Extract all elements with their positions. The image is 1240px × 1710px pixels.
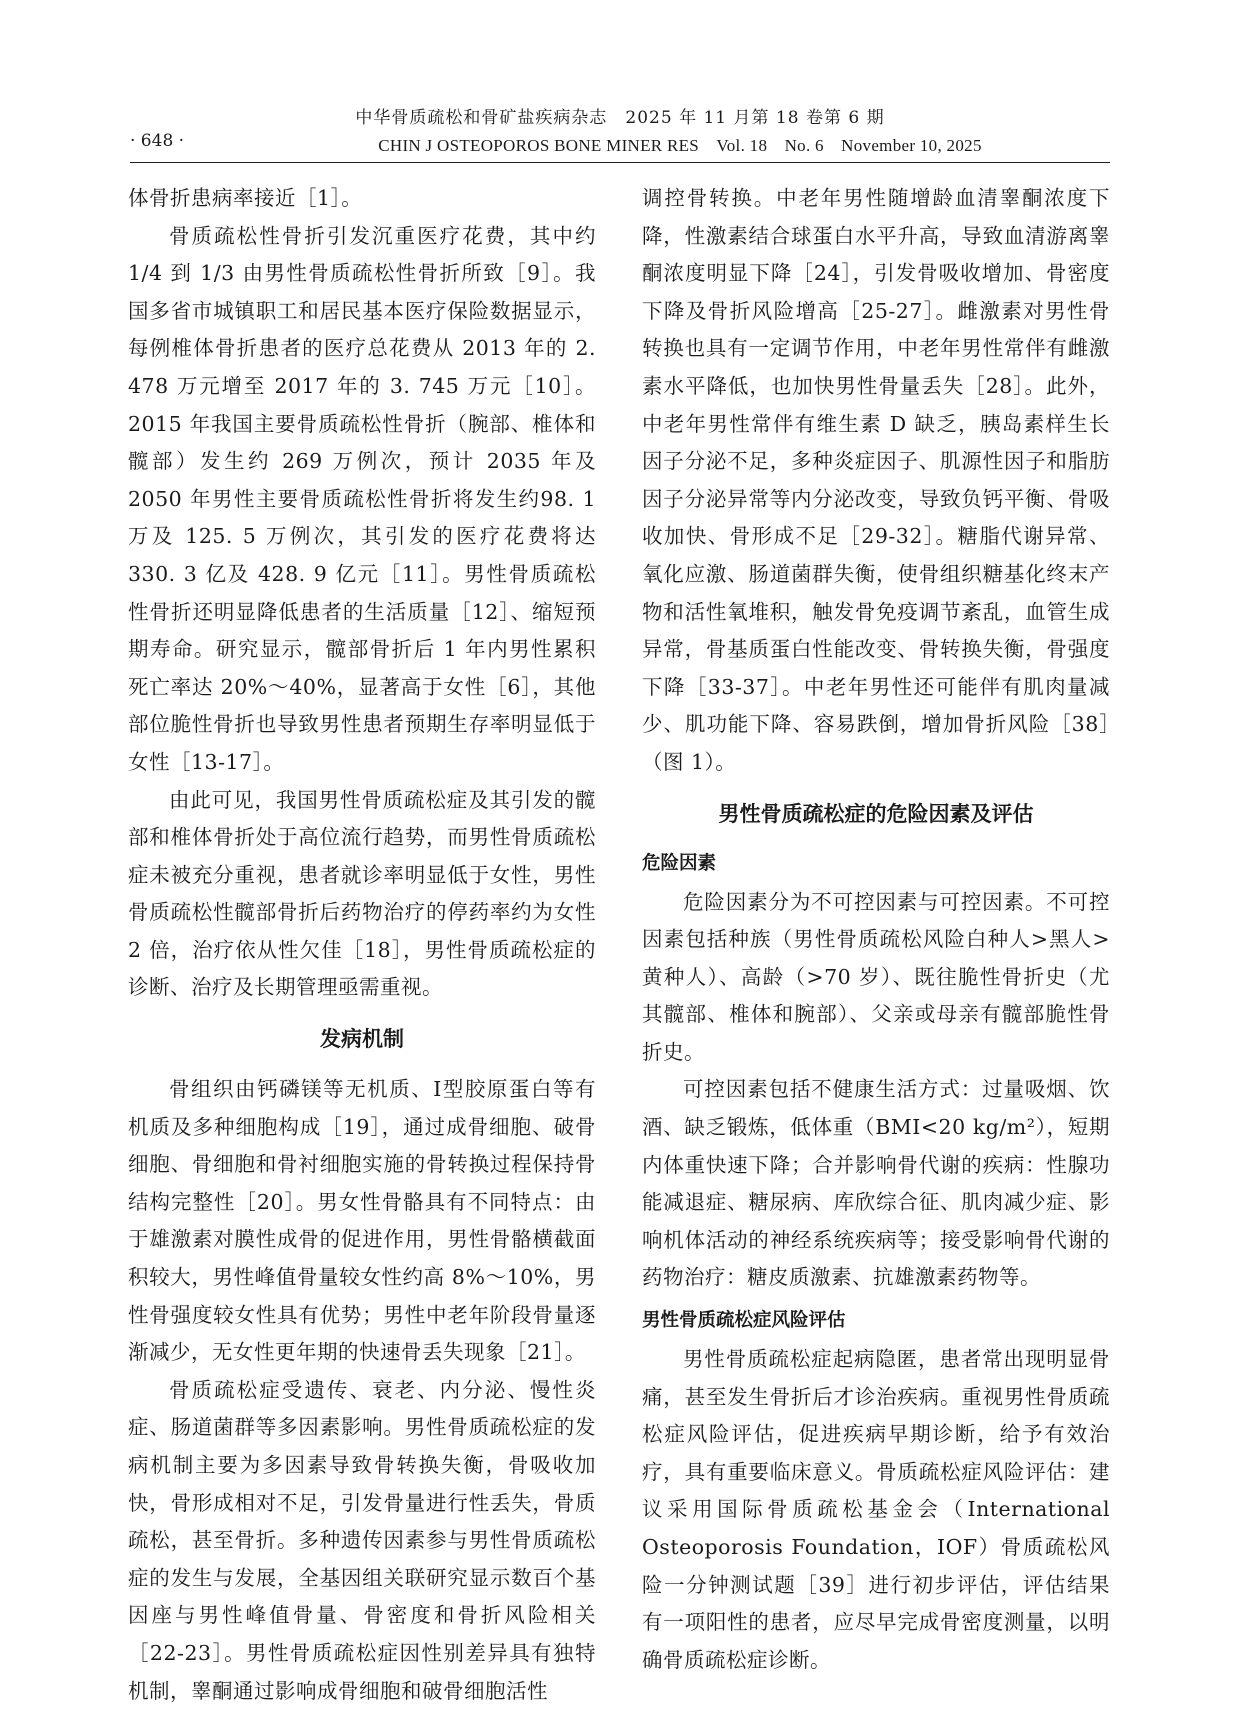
paragraph: 调控骨转换。中老年男性随增龄血清睾酮浓度下降，性激素结合球蛋白水平升高，导致血清游离睾酮浓度明显下降［24］，引发骨吸收增加、骨密度下降及骨折风险增高［25-27］。雌激素对男性骨转换也具有一定调节作用，中老年男性常伴有雌激素水平降低，也加快男性骨量丢失［28］。此外，中老年男性常伴有维生素 D 缺乏，胰岛素样生长因子分泌不足，多种炎症因子、肌源性因子和脂肪因子分泌异常等内分泌改变，导致负钙平衡、骨吸收加快、骨形成不足［29-32］。糖脂代谢异常、氧化应激、肠道菌群失衡，使骨组织糖基化终末产物和活性氧堆积，触发骨免疫调节紊乱，血管生成异常，骨基质蛋白性能改变、骨转换失衡，骨强度下降［33-37］。中老年男性还可能伴有肌肉量减少、肌功能下降、容易跌倒，增加骨折风险［38］（图 1）。 xyxy=(642,186,1110,774)
paragraph: 骨质疏松性骨折引发沉重医疗花费，其中约 1/4 到 1/3 由男性骨质疏松性骨折所致［9］。我国多省市城镇职工和居民基本医疗保险数据显示，每例椎体骨折患者的医疗总花费从 2013 年的 2. 478 万元增至 2017 年的 3. 745 万元［10］。2015 年我国主要骨质疏松性骨折（腕部、椎体和髋部）发生约 269 万例次，预计 2035 年及 2050 年男性主要骨质疏松性骨折将发生约98. 1 万及 125. 5 万例次，其引发的医疗花费将达 330. 3 亿及 428. 9 亿元［11］。男性骨质疏松性骨折还明显降低患者的生活质量［12］、缩短预期寿命。研究显示，髋部骨折后 1 年内男性累积死亡率达 20%～40%，显著高于女性［6］，其他部位脆性骨折也导致男性患者预期生存率明显低于女性［13-17］。 xyxy=(128,223,596,774)
right-column xyxy=(642,180,1110,1679)
paragraph: 可控因素包括不健康生活方式：过量吸烟、饮酒、缺乏锻炼，低体重（BMI<20 kg/m²），短期内体重快速下降；合并影响骨代谢的疾病：性腺功能减退症、糖尿病、库欣综合征、肌肉减少症、影响机体活动的神经系统疾病等；接受影响骨代谢的药物治疗：糖皮质激素、抗雄激素药物等。 xyxy=(642,1077,1110,1290)
paragraph: 骨组织由钙磷镁等无机质、Ⅰ型胶原蛋白等有机质及多种细胞构成［19］，通过成骨细胞、破骨细胞、骨细胞和骨衬细胞实施的骨转换过程保持骨结构完整性［20］。男女性骨骼具有不同特点：由于雄激素对膜性成骨的促进作用，男性骨骼横截面积较大，男性峰值骨量较女性约高 8%～10%，男性骨强度较女性具有优势；男性中老年阶段骨量逐渐减少，无女性更年期的快速骨丢失现象［21］。 xyxy=(128,1077,596,1365)
section-title: 男性骨质疏松症的危险因素及评估 xyxy=(718,801,1034,826)
header-rule xyxy=(130,162,1110,163)
paragraph: 骨质疏松症受遗传、衰老、内分泌、慢性炎症、肠道菌群等多因素影响。男性骨质疏松症的发病机制主要为多因素导致骨转换失衡，骨吸收加快，骨形成相对不足，引发骨量进行性丢失，骨质疏松，甚至骨折。多种遗传因素参与男性骨质疏松症的发生与发展，全基因组关联研究显示数百个基因座与男性峰值骨量、骨密度和骨折风险相关［22-23］。男性骨质疏松症因性别差异具有独特机制，睾酮通过影响成骨细胞和破骨细胞活性 xyxy=(128,1377,596,1703)
journal-title-en: CHIN J OSTEOPOROS BONE MINER RES Vol. 18 No. 6 November 10, 2025 xyxy=(378,136,982,155)
journal-title-cn: 中华骨质疏松和骨矿盐疾病杂志 2025 年 11 月第 18 卷第 6 期 xyxy=(355,108,885,128)
paragraph: 男性骨质疏松症起病隐匿，患者常出现明显骨痛，甚至发生骨折后才诊治疾病。重视男性骨质疏松症风险评估，促进疾病早期诊断，给予有效治疗，具有重要临床意义。骨质疏松症风险评估：建议采用国际骨质疏松基金会（International Osteoporosis Foundation，IOF）骨质疏松风险一分钟测试题［39］进行初步评估，评估结果有一项阳性的患者，应尽早完成骨密度测量，以明确骨质疏松症诊断。 xyxy=(642,1347,1110,1672)
paragraph: 体骨折患病率接近［1］。 xyxy=(128,186,363,210)
paragraph: 由此可见，我国男性骨质疏松症及其引发的髋部和椎体骨折处于高位流行趋势，而男性骨质疏松症未被充分重视，患者就诊率明显低于女性，男性骨质疏松性髋部骨折后药物治疗的停药率约为女性 2 倍，治疗依从性欠佳［18］，男性骨质疏松症的诊断、治疗及长期管理亟需重视。 xyxy=(128,787,596,1000)
subsection-title: 男性骨质疏松症风险评估 xyxy=(642,1310,846,1332)
paragraph: 危险因素分为不可控因素与可控因素。不可控因素包括种族（男性骨质疏松风险白种人>黑人>黄种人）、高龄（>70 岁）、既往脆性骨折史（尤其髋部、椎体和腕部）、父亲或母亲有髋部脆性骨折史。 xyxy=(642,889,1110,1064)
left-column xyxy=(128,180,596,1710)
page-number: · 648 · xyxy=(130,131,185,151)
subsection-title: 危险因素 xyxy=(642,852,717,874)
section-title: 发病机制 xyxy=(320,1027,404,1052)
